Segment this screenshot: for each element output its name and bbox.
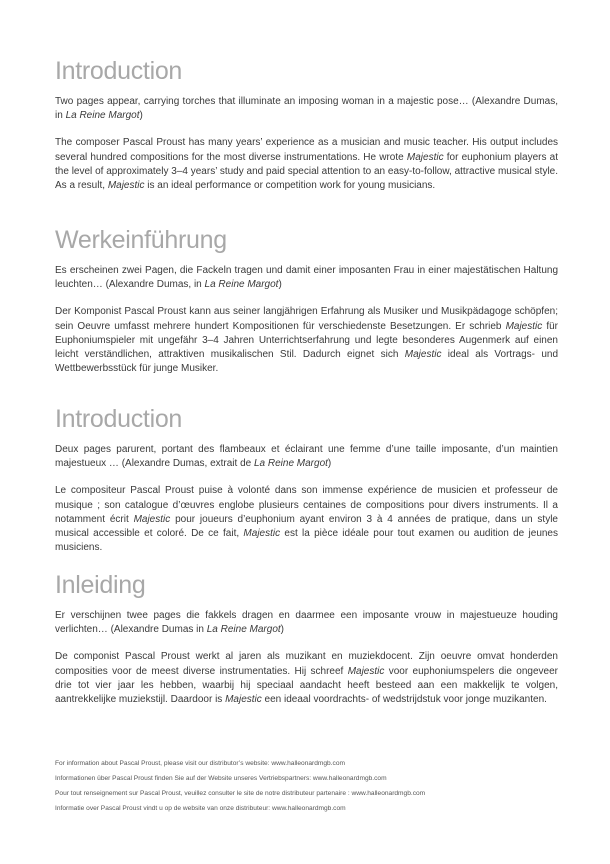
text-run: est la pièce idéale pour tout examen ou audition de jeunes musiciens. xyxy=(55,528,558,554)
description-paragraph xyxy=(55,650,558,707)
text-run: ) xyxy=(327,458,332,470)
text-run: for euphonium players at the level of approximately 3–4 years’ study and paid special attention to an easy-to-follow, attractive musical style. As a result, xyxy=(55,151,558,192)
text-run: pour joueurs d’euphonium ayant environ 3 à 4 années de pratique, dans un style musical accessible et coloré. De ce fait, xyxy=(55,513,558,540)
section-heading: Introduction xyxy=(55,405,183,433)
italic-title: La Reine Margot xyxy=(253,458,328,470)
description-paragraph xyxy=(55,136,558,193)
text-run: ) xyxy=(280,624,285,636)
text-run: Two pages appear, carrying torches that illuminate an imposing woman in a majestic pose… (Alexandre Dumas, in xyxy=(55,96,558,122)
italic-title: Majestic xyxy=(133,513,171,525)
footer-distributor-info xyxy=(55,756,575,816)
section-english xyxy=(55,56,558,193)
footer-line-english: For information about Pascal Proust, please visit our distributor’s website: www.halleonardmgb.com xyxy=(55,760,346,767)
italic-title: Majestic xyxy=(404,349,442,361)
italic-title: Majestic xyxy=(406,151,444,163)
footer-line-german: Informationen über Pascal Proust finden Sie auf der Website unseres Vertriebspartners: www.halleonardmgb.com xyxy=(55,775,387,782)
quote-paragraph xyxy=(55,609,558,637)
quote-paragraph xyxy=(55,443,558,471)
quote-paragraph xyxy=(55,95,558,123)
italic-title: La Reine Margot xyxy=(65,110,140,122)
text-run: Le compositeur Pascal Proust puise à volonté dans son immense expérience de musicien et professeur de musique ; son catalogue d’œuvres englobe plusieurs centaines de compositions pour divers instruments. Il a notamment écrit xyxy=(55,485,558,525)
footer-line-french: Pour tout renseignement sur Pascal Proust, veuillez consulter le site de notre distributeur partenaire : www.halleonardmgb.com xyxy=(55,790,426,797)
text-run: The composer Pascal Proust has many years’ experience as a musician and music teacher. His output includes several hundred compositions for the most diverse instrumentations. He wrote xyxy=(55,137,558,163)
section-heading: Introduction xyxy=(55,57,183,85)
text-run: voor euphoniumspelers die ongeveer drie tot vier jaar les hebben, waarbij hij speciaal aandacht heeft besteed aan een makkelijk te volgen, aantrekkelijke muziekstijl. Daardoor is xyxy=(55,665,558,706)
italic-title: La Reine Margot xyxy=(206,624,281,636)
text-run: Es erscheinen zwei Pagen, die Fackeln tragen und damit einer imposanten Frau in einer majestätischen Haltung leuchten… (Alexandre Dumas, in xyxy=(55,265,558,291)
description-paragraph xyxy=(55,484,558,555)
quote-paragraph xyxy=(55,264,558,292)
section-french xyxy=(55,404,558,555)
text-run: Er verschijnen twee pages die fakkels dragen en daarmee een imposante vrouw in majestueuze houding verlichten… (Alexandre Dumas in xyxy=(55,610,558,636)
section-heading: Inleiding xyxy=(55,571,146,599)
italic-title: Majestic xyxy=(107,180,145,192)
footer-line-dutch: Informatie over Pascal Proust vindt u op de website van onze distributeur: www.halleonardmgb.com xyxy=(55,805,346,812)
text-run: ) xyxy=(139,110,143,122)
description-paragraph xyxy=(55,305,558,376)
italic-title: Majestic xyxy=(347,665,385,677)
text-run: een ideaal voordrachts- of wedstrijdstuk voor jonge muzikanten. xyxy=(261,694,547,706)
italic-title: Majestic xyxy=(505,320,543,332)
section-heading: Werkeinführung xyxy=(55,226,227,254)
text-run: für Euphoniumspieler mit ungefähr 3–4 Jahren Unterrichtserfahrung und legte besonderes Augenmerk auf einen leicht verständlichen, attraktiven musikalischen Stil. Dadurch eignet sich xyxy=(55,320,558,361)
text-run: ) xyxy=(278,279,282,291)
section-dutch xyxy=(55,570,558,707)
italic-title: Majestic xyxy=(225,694,262,706)
text-run: Deux pages parurent, portant des flambeaux et éclairant une femme d’une taille imposante, d’un maintien majestueux … (Alexandre Dumas, extrait de xyxy=(55,444,558,470)
text-run: is an ideal performance or competition work for young musicians. xyxy=(144,180,436,192)
section-german xyxy=(55,225,558,376)
italic-title: La Reine Margot xyxy=(204,279,279,291)
text-run: Der Komponist Pascal Proust kann aus seiner langjährigen Erfahrung als Musiker und Musikpädagoge schöpfen; sein Oeuvre umfasst mehrere hundert Kompositionen für verschiedenste Besetzungen. Er schrieb xyxy=(55,306,558,332)
italic-title: Majestic xyxy=(243,528,281,540)
text-run: ideal als Vortrags- und Wettbewerbsstück für junge Musiker. xyxy=(55,349,559,375)
text-run: De componist Pascal Proust werkt al jaren als muzikant en muziekdocent. Zijn oeuvre omvat honderden composities voor de meest diverse instrumentaties. Hij schreef xyxy=(55,651,558,677)
